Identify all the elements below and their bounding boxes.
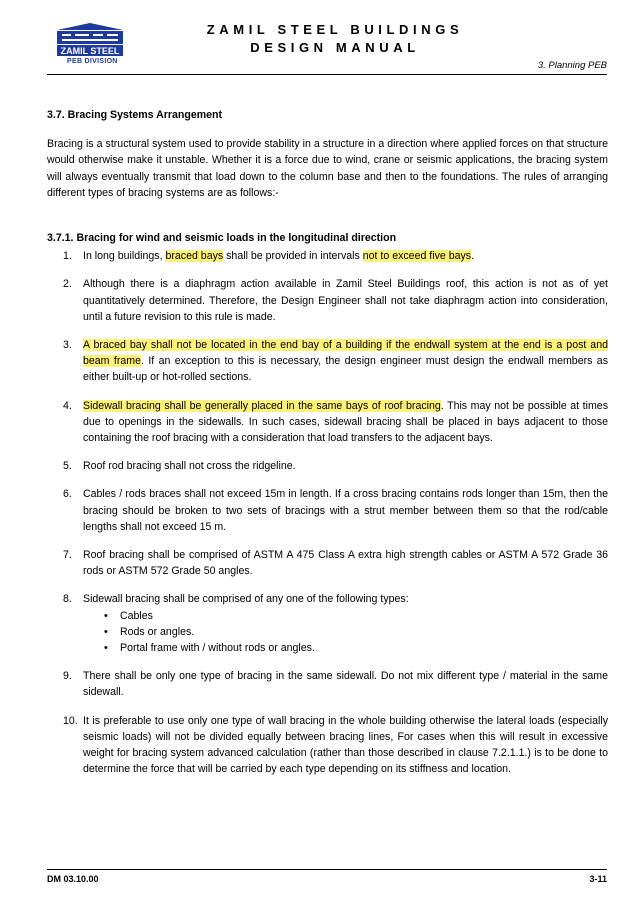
rule-item [47, 337, 608, 386]
bullet-icon: • [104, 625, 108, 638]
bullet-text: Cables [120, 609, 153, 622]
rule-number: 3. [63, 339, 72, 352]
rule-text: shall be provided in intervals [223, 250, 363, 263]
section-tag: 3. Planning PEB [537, 60, 607, 71]
rule-number: 9. [63, 670, 72, 683]
rule-item [47, 458, 608, 474]
bracing-rules-list [47, 248, 608, 777]
rule-number: 5. [63, 460, 72, 473]
bullet-icon: • [104, 609, 108, 622]
highlighted-text: braced bays [165, 250, 224, 263]
rule-text: . [471, 250, 475, 263]
footer-rule [47, 869, 607, 870]
page-number: 3-11 [589, 874, 607, 884]
highlighted-text: Sidewall bracing shall be generally placed in the same bays of roof bracing [83, 399, 441, 412]
rule-item [47, 591, 608, 656]
highlighted-text: not to exceed five bays [362, 250, 472, 263]
rule-number: 6. [63, 488, 72, 501]
rule-number: 2. [63, 278, 72, 291]
rule-text: Roof rod bracing shall not cross the ridgeline. [83, 460, 296, 473]
header-rule [47, 74, 607, 75]
intro-paragraph: Bracing is a structural system used to provide stability in a structure in a direction where applied forces on that structure would otherwise make it unstable. Whether it is a force due to wind, crane or seismic applications, the bracing system will always eventually transmit that load down to the column base and then to the foundations. The rules of arranging different types of bracing systems are as follows:- [47, 138, 608, 199]
rule-item [47, 547, 608, 579]
rule-text: It is preferable to use only one type of wall bracing in the whole building otherwise the lateral loads (especially seismic loads) will not be divided equally between bracing lines, For cases when this will result in excessive weight for bracing system advanced calculation (rather than those described in clause 7.2.1.1.) is to be done to determine the force that will be carried by each type depending on its stiffness and location. [83, 714, 608, 776]
bullet-item [83, 608, 608, 624]
bullet-item [83, 624, 608, 640]
manual-title-line1: ZAMIL STEEL BUILDINGS [206, 22, 464, 37]
bullet-text: Portal frame with / without rods or angles. [120, 642, 315, 655]
rule-text: Although there is a diaphragm action available in Zamil Steel Buildings roof, this action is not as of yet quantitatively determined. Therefore, the Design Engineer shall not take diaphragm action into consideration, until a future revision to this rule is made. [83, 278, 608, 323]
rule-text: . If an exception to this is necessary, the design engineer must design the endwall members as either built-up or hot-rolled sections. [83, 355, 608, 384]
rule-text: Cables / rods braces shall not exceed 15m in length. If a cross bracing contains rods longer than 15m, then the bracing should be broken to two sets of bracings with a strut member between them so that the rod/cable lengths shall not exceed 15 m. [83, 488, 608, 533]
rule-text: . This may not be possible at times due to openings in the sidewalls. In such cases, sidewall bracing shall be placed in bays adjacent to those containing the roof bracing with a consideration that load transfers to the adjacent bays. [83, 399, 608, 445]
rule-item [47, 398, 608, 447]
rule-item [47, 276, 608, 325]
rule-number: 1. [63, 250, 72, 263]
bullet-icon: • [104, 642, 108, 655]
bullet-text: Rods or angles. [120, 625, 195, 638]
rule-number: 7. [63, 549, 72, 562]
rule-item [47, 248, 608, 264]
bullet-item [83, 640, 608, 656]
rule-number: 10. [63, 714, 78, 727]
document-body [47, 107, 608, 790]
rule-item [47, 713, 608, 778]
division-label: PEB DIVISION [67, 58, 118, 65]
rule-text: In long buildings, [83, 250, 166, 263]
rule-item [47, 486, 608, 535]
section-heading: 3.7. Bracing Systems Arrangement [47, 109, 223, 121]
document-number: DM 03.10.00 [47, 874, 99, 884]
highlighted-text: A braced bay shall not be located in the end bay of a building if the endwall system at the end is a post and beam frame [83, 339, 608, 368]
bracing-type-list [83, 608, 608, 657]
subsection-heading: 3.7.1. Bracing for wind and seismic loads in the longitudinal direction [47, 232, 397, 245]
rule-number: 4. [63, 399, 72, 412]
rule-item [47, 668, 608, 700]
manual-title-line2: DESIGN MANUAL [250, 40, 420, 55]
rule-number: 8. [63, 593, 72, 606]
rule-text: There shall be only one type of bracing in the same sidewall. Do not mix different type / material in the same sidewall. [83, 670, 608, 699]
rule-text: Sidewall bracing shall be comprised of any one of the following types: [83, 593, 409, 606]
logo-text: ZAMIL STEEL [60, 46, 120, 56]
rule-text: Roof bracing shall be comprised of ASTM A 475 Class A extra high strength cables or ASTM A 572 Grade 36 rods or ASTM 572 Grade 50 angles. [83, 549, 608, 578]
